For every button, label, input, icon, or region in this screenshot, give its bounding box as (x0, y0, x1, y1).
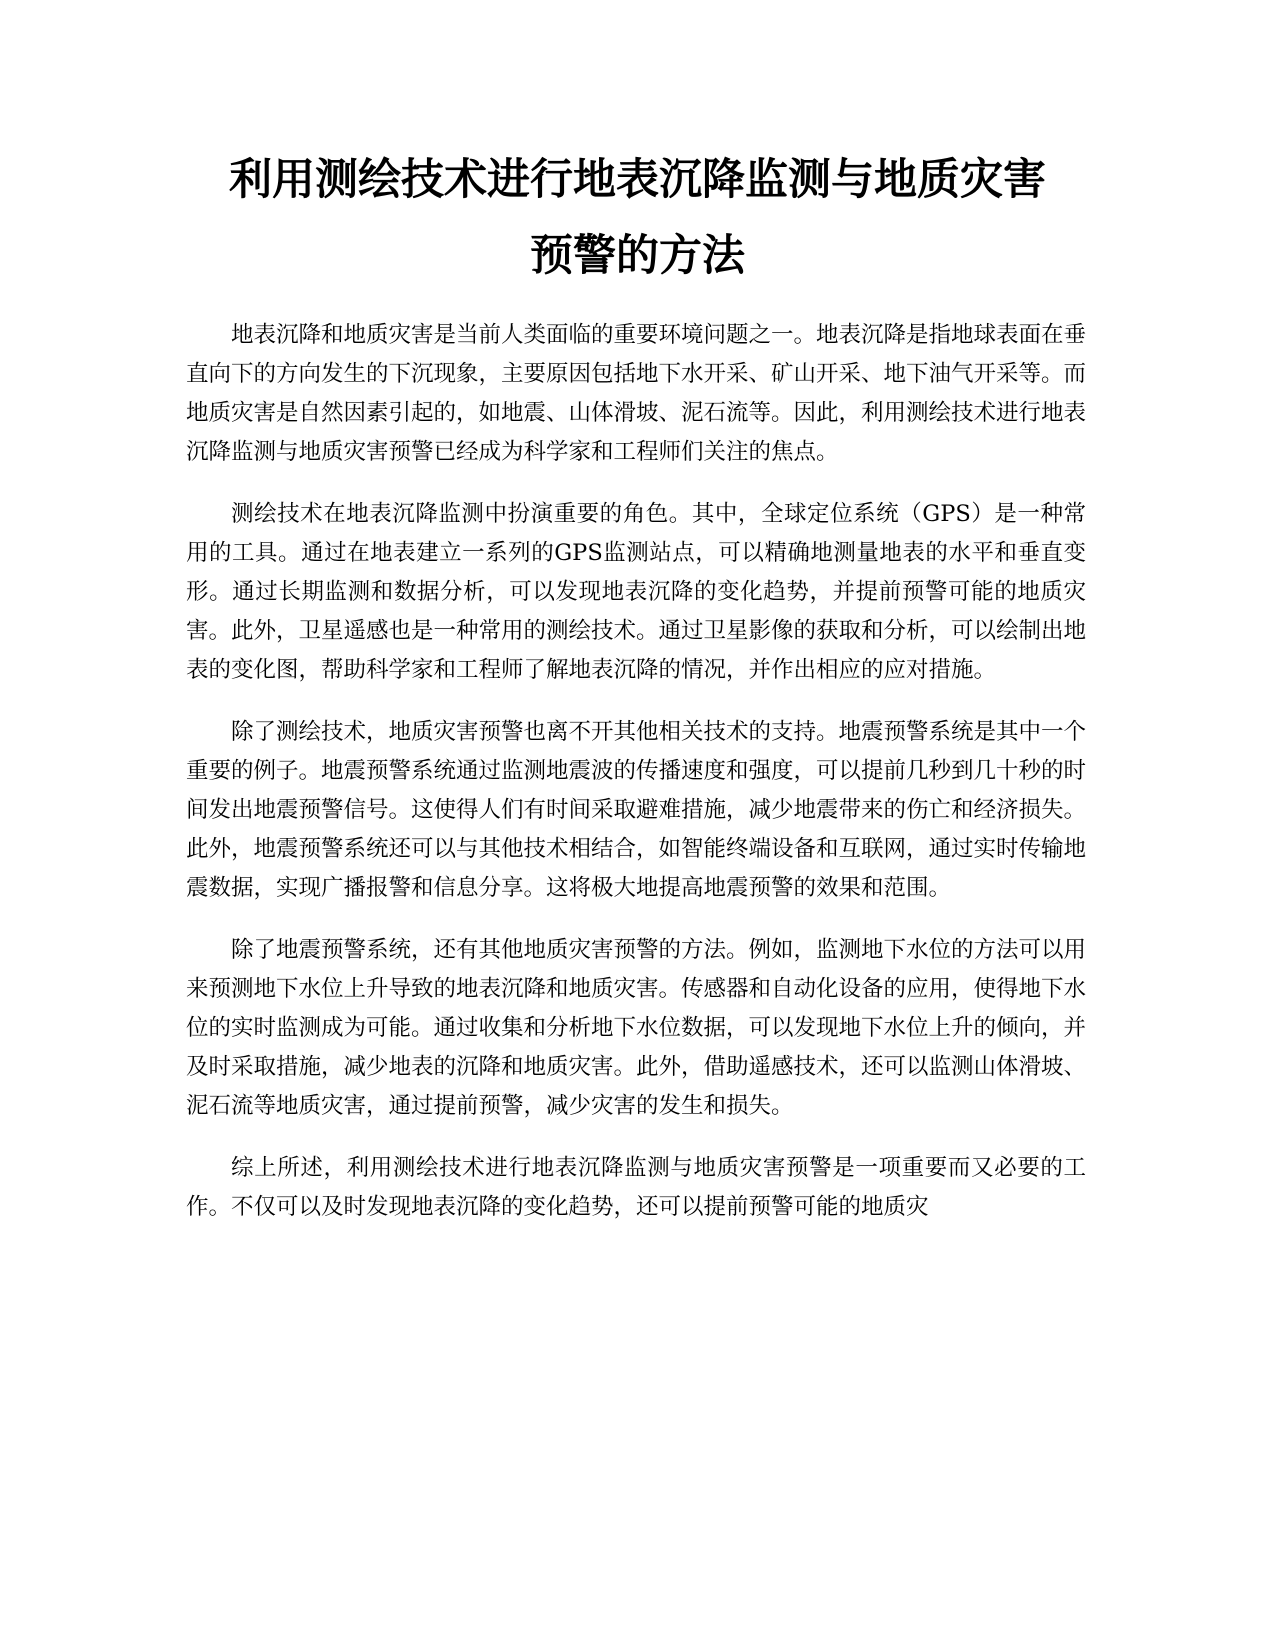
paragraph-5: 综上所述，利用测绘技术进行地表沉降监测与地质灾害预警是一项重要而又必要的工作。不仅可以及时发现地表沉降的变化趋势，还可以提前预警可能的地质灾 (186, 1155, 1086, 1220)
paragraph-1: 地表沉降和地质灾害是当前人类面临的重要环境问题之一。地表沉降是指地球表面在垂直向下的方向发生的下沉现象，主要原因包括地下水开采、矿山开采、地下油气开采等。而地质灾害是自然因素引起的，如地震、山体滑坡、泥石流等。因此，利用测绘技术进行地表沉降监测与地质灾害预警已经成为科学家和工程师们关注的焦点。 (186, 322, 1087, 465)
paragraph-4: 除了地震预警系统，还有其他地质灾害预警的方法。例如，监测地下水位的方法可以用来预测地下水位上升导致的地表沉降和地质灾害。传感器和自动化设备的应用，使得地下水位的实时监测成为可能。通过收集和分析地下水位数据，可以发现地下水位上升的倾向，并及时采取措施，减少地表的沉降和地质灾害。此外，借助遥感技术，还可以监测山体滑坡、泥石流等地质灾害，通过提前预警，减少灾害的发生和损失。 (186, 937, 1087, 1119)
document-title (150, 142, 1125, 294)
title-line-2: 预警的方法 (530, 231, 745, 281)
document-body (186, 316, 1086, 1250)
title-line-1: 利用测绘技术进行地表沉降监测与地质灾害 (229, 155, 1046, 205)
paragraph-3: 除了测绘技术，地质灾害预警也离不开其他相关技术的支持。地震预警系统是其中一个重要的例子。地震预警系统通过监测地震波的传播速度和强度，可以提前几秒到几十秒的时间发出地震预警信号。这使得人们有时间采取避难措施，减少地震带来的伤亡和经济损失。此外，地震预警系统还可以与其他技术相结合，如智能终端设备和互联网，通过实时传输地震数据，实现广播报警和信息分享。这将极大地提高地震预警的效果和范围。 (186, 719, 1087, 901)
paragraph-2: 测绘技术在地表沉降监测中扮演重要的角色。其中，全球定位系统（GPS）是一种常用的工具。通过在地表建立一系列的GPS监测站点，可以精确地测量地表的水平和垂直变形。通过长期监测和数据分析，可以发现地表沉降的变化趋势，并提前预警可能的地质灾害。此外，卫星遥感也是一种常用的测绘技术。通过卫星影像的获取和分析，可以绘制出地表的变化图，帮助科学家和工程师了解地表沉降的情况，并作出相应的应对措施。 (186, 501, 1087, 683)
